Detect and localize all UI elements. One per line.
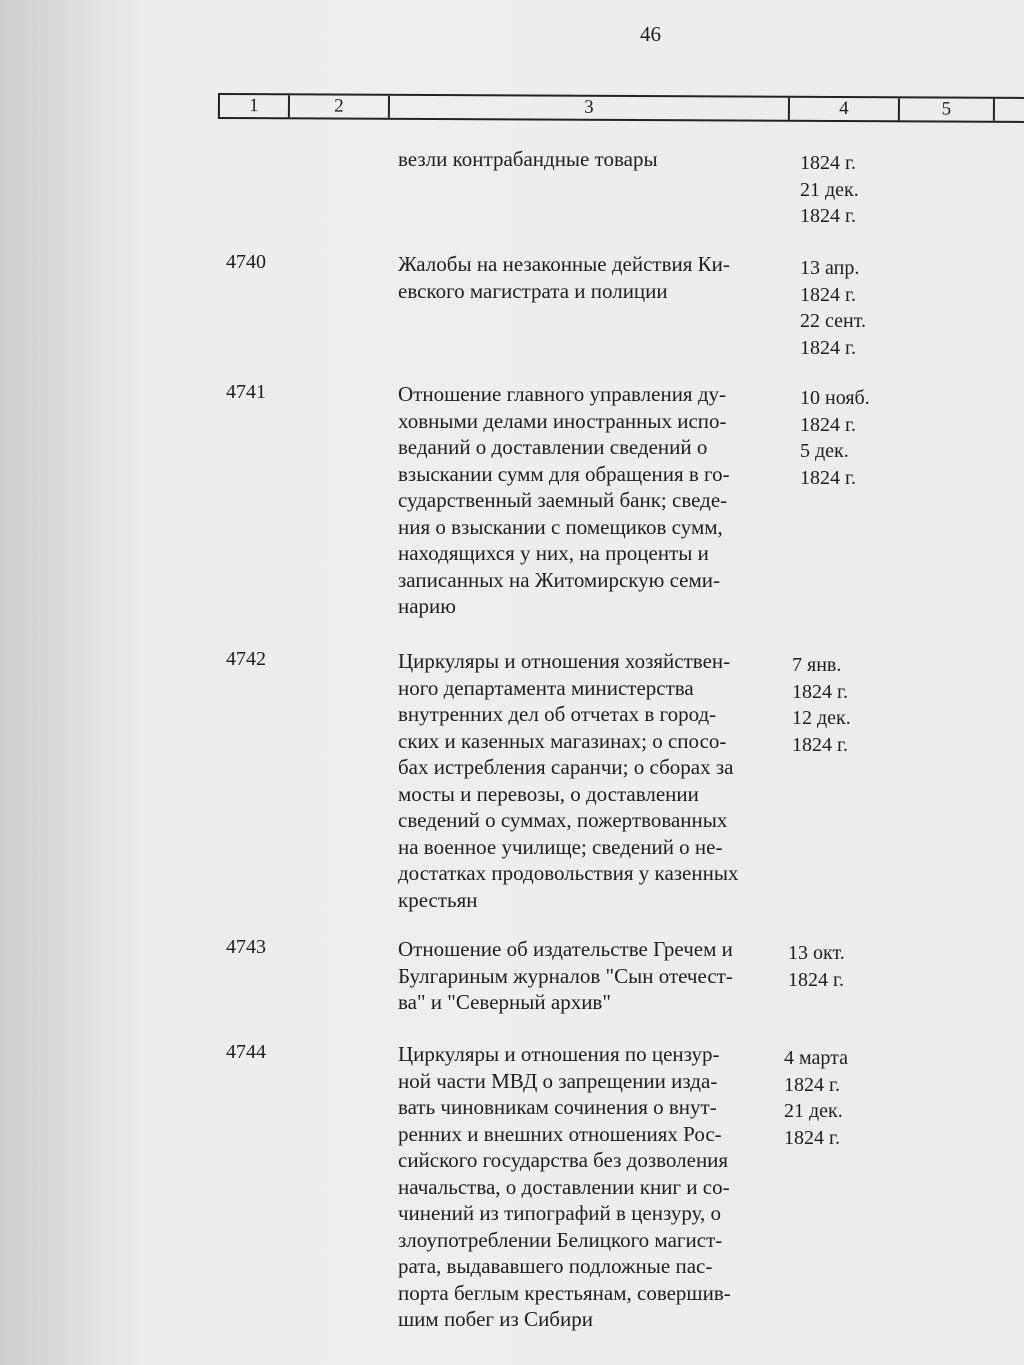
entry-dates: 4 марта 1824 г. 21 дек. 1824 г. [784,1047,848,1149]
column-header-5: 5 [900,98,995,120]
entry-number: 4742 [226,648,266,670]
entry-description: Отношение об издательстве Гречем и Булгариным журналов "Сын отечест- ва" и "Северный архив" [398,937,733,1014]
table-header [218,93,1024,123]
entry-description: везли контрабандные товары [398,147,658,171]
entry-dates: 13 апр. 1824 г. 22 сент. 1824 г. [800,257,866,359]
entry-description: Отношение главного управления ду- ховными делами иностранных испо- веданий о доставлении сведений о взыскании сумм для обращения в го- сударственный заемный банк; сведе- ния о взыскании с помещиков сумм, находящихся у них, на проценты и записанных на Житомирскую семи- нарию [398,382,730,618]
page-gutter-shadow [0,0,150,1365]
entry-description: Циркуляры и отношения хозяйствен- ного департамента министерства внутренних дел об отчетах в город- ских и казенных магазинах; о спосо- бах истребления саранчи; о сборах за мосты и перевозы, о доставлении сведений о суммах, пожертвованных на военное училище; сведений о не- достатках продовольствия у казенных крестьян [398,649,739,912]
entry-number: 4741 [226,381,266,403]
column-header-2: 2 [290,95,390,117]
entry-number: 4743 [226,936,266,958]
column-header-6 [995,99,1024,121]
entry-dates: 10 нояб. 1824 г. 5 дек. 1824 г. [800,387,870,489]
entry-dates: 13 окт. 1824 г. [788,942,845,991]
entry-description: Жалобы на незаконные действия Ки- евского магистрата и полиции [398,252,730,303]
entry-dates: 7 янв. 1824 г. 12 дек. 1824 г. [792,654,851,756]
column-header-1: 1 [220,95,290,117]
entry-number: 4744 [226,1041,266,1063]
entry-dates: 1824 г. 21 дек. 1824 г. [800,152,859,227]
entry-number: 4740 [226,251,266,273]
entry-description: Циркуляры и отношения по цензур- ной части МВД о запрещении изда- вать чиновникам сочинения о внут- ренних и внешних отношениях Рос- сийского государства без дозволения начальства, о доставлении книг и со- чинений из типографий в цензуру, о злоупотреблении Белицкого магист- рата, выдававшего подложные пас- порта беглым крестьянам, совершив- шим побег из Сибири [398,1042,731,1331]
column-header-3: 3 [390,96,790,120]
page-number: 46 [640,22,661,46]
column-header-4: 4 [790,98,900,121]
